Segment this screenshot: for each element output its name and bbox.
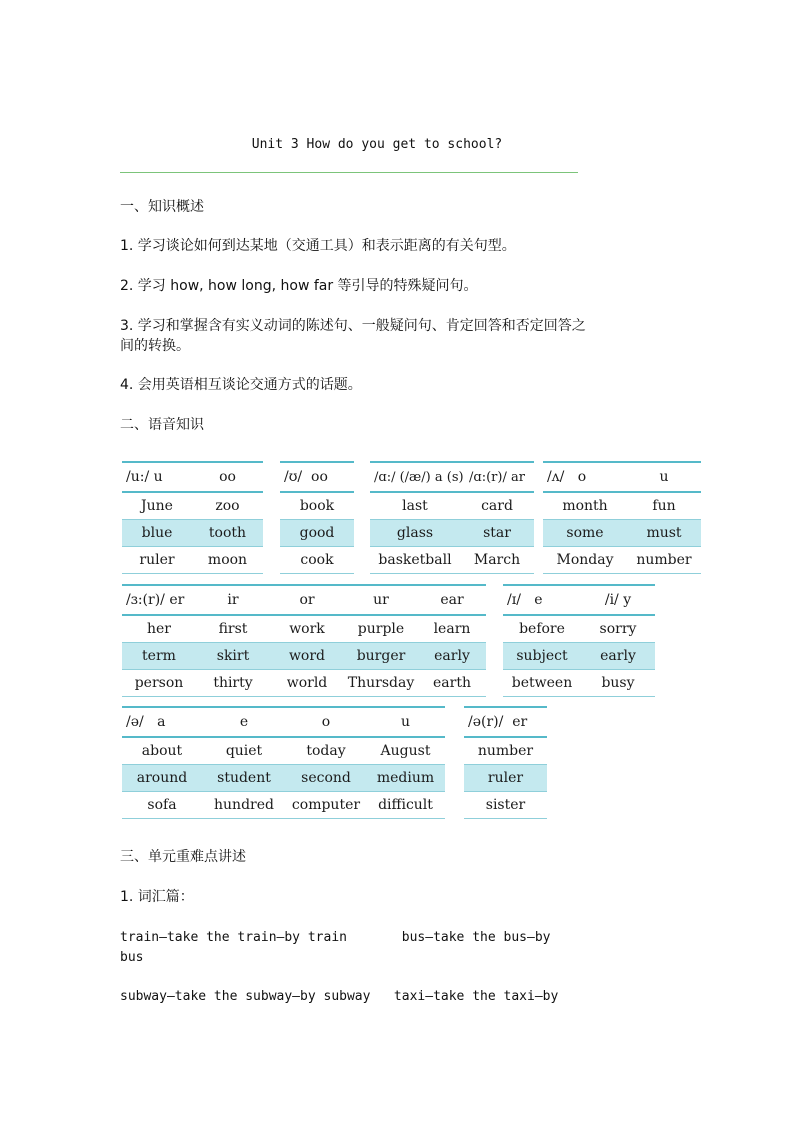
letter-pattern: a (s) <box>434 469 464 485</box>
page-title: Unit 3 How do you get to school? <box>251 137 503 152</box>
example-word: number <box>464 737 547 765</box>
letter-pattern: ear <box>418 585 486 615</box>
example-word: today <box>286 737 366 765</box>
example-word: card <box>460 492 534 520</box>
phonetic-symbol: /ʊ/ <box>284 469 303 485</box>
example-word: basketball <box>370 547 460 574</box>
section3-heading: 三、单元重难点讲述 <box>120 849 246 865</box>
example-word: thirty <box>196 670 270 697</box>
example-word: student <box>202 765 286 792</box>
section1-heading: 一、知识概述 <box>120 199 204 215</box>
letter-pattern: er <box>169 592 185 608</box>
example-word: early <box>581 643 655 670</box>
phonics-table-schwa-r <box>464 706 547 819</box>
example-word: subject <box>503 643 581 670</box>
letter-pattern: u <box>153 469 163 485</box>
vocabulary-line-1: train—take the train—by train bus—take the bus—by <box>120 930 551 945</box>
vocabulary-line-2: subway—take the subway—by subway taxi—take the taxi—by <box>120 989 559 1004</box>
phonics-table-i-short <box>503 584 655 697</box>
example-word: medium <box>366 765 445 792</box>
example-word: sofa <box>122 792 202 819</box>
letter-pattern: er <box>512 714 528 730</box>
knowledge-item-4: 4. 会用英语相互谈论交通方式的话题。 <box>120 377 362 393</box>
phonics-table-wedge-clip <box>543 459 692 581</box>
example-word: blue <box>122 520 192 547</box>
letter-pattern: oo <box>192 462 263 492</box>
example-word: number <box>627 547 701 574</box>
phonetic-symbol: /ə(r)/ <box>468 714 504 730</box>
section2-heading: 二、语音知识 <box>120 417 204 433</box>
example-word: quiet <box>202 737 286 765</box>
knowledge-item-1: 1. 学习谈论如何到达某地（交通工具）和表示距离的有关句型。 <box>120 238 516 254</box>
phonics-table-wedge <box>543 461 701 574</box>
example-word: burger <box>344 643 418 670</box>
phonetic-symbol: /ə/ <box>126 714 144 730</box>
example-word: June <box>122 492 192 520</box>
letter-pattern: ur <box>344 585 418 615</box>
example-word: last <box>370 492 460 520</box>
example-word: difficult <box>366 792 445 819</box>
letter-pattern: oo <box>311 469 328 485</box>
example-word: second <box>286 765 366 792</box>
example-word: cook <box>280 547 354 574</box>
example-word: month <box>543 492 627 520</box>
example-word: Monday <box>543 547 627 574</box>
title-underline <box>120 172 578 173</box>
knowledge-item-3: 3. 学习和掌握含有实义动词的陈述句、一般疑问句、肯定回答和否定回答之间的转换。 <box>120 318 586 354</box>
letter-pattern: e <box>202 707 286 737</box>
example-word: work <box>270 615 344 643</box>
example-word: August <box>366 737 445 765</box>
example-word: skirt <box>196 643 270 670</box>
example-word: good <box>280 520 354 547</box>
example-word: star <box>460 520 534 547</box>
letter-pattern: u <box>366 707 445 737</box>
example-word: computer <box>286 792 366 819</box>
example-word: moon <box>192 547 263 574</box>
example-word: book <box>280 492 354 520</box>
example-word: learn <box>418 615 486 643</box>
vocabulary-line-1-cont: bus <box>120 950 144 965</box>
example-word: before <box>503 615 581 643</box>
example-word: glass <box>370 520 460 547</box>
letter-pattern: a <box>157 714 166 730</box>
letter-pattern: /i/ y <box>581 585 655 615</box>
example-word: some <box>543 520 627 547</box>
example-word: must <box>627 520 701 547</box>
phonics-table-u-short <box>280 461 354 574</box>
phonetic-symbol: /u:/ <box>126 469 150 485</box>
letter-pattern: or <box>270 585 344 615</box>
example-word: person <box>122 670 196 697</box>
example-word: sorry <box>581 615 655 643</box>
example-word: fun <box>627 492 701 520</box>
letter-pattern: o <box>286 707 366 737</box>
phonics-table-a-long <box>370 461 534 574</box>
phonics-table-u-long <box>122 461 263 574</box>
example-word: early <box>418 643 486 670</box>
letter-pattern: /ɑ:(r)/ ar <box>460 462 534 492</box>
letter-pattern: o <box>577 469 587 485</box>
phonetic-symbol: /ɑ:/ (/æ/) <box>374 469 431 485</box>
example-word: tooth <box>192 520 263 547</box>
example-word: ruler <box>464 765 547 792</box>
vocabulary-subheading: 1. 词汇篇： <box>120 889 194 905</box>
phonics-table-schwa <box>122 706 445 819</box>
knowledge-item-2: 2. 学习 how, how long, how far 等引导的特殊疑问句。 <box>120 278 478 294</box>
letter-pattern: u <box>627 462 701 492</box>
example-word: March <box>460 547 534 574</box>
letter-pattern: e <box>534 592 543 608</box>
example-word: earth <box>418 670 486 697</box>
phonics-table-er-long <box>122 584 486 697</box>
example-word: around <box>122 765 202 792</box>
example-word: Thursday <box>344 670 418 697</box>
example-word: busy <box>581 670 655 697</box>
phonetic-symbol: /ʌ/ <box>547 469 565 485</box>
phonetic-symbol: /ɪ/ <box>507 592 521 608</box>
example-word: hundred <box>202 792 286 819</box>
example-word: between <box>503 670 581 697</box>
example-word: term <box>122 643 196 670</box>
example-word: world <box>270 670 344 697</box>
letter-pattern: ir <box>196 585 270 615</box>
example-word: zoo <box>192 492 263 520</box>
example-word: her <box>122 615 196 643</box>
example-word: first <box>196 615 270 643</box>
example-word: ruler <box>122 547 192 574</box>
example-word: word <box>270 643 344 670</box>
example-word: purple <box>344 615 418 643</box>
example-word: about <box>122 737 202 765</box>
example-word: sister <box>464 792 547 819</box>
phonetic-symbol: /ɜ:(r)/ <box>126 592 165 608</box>
